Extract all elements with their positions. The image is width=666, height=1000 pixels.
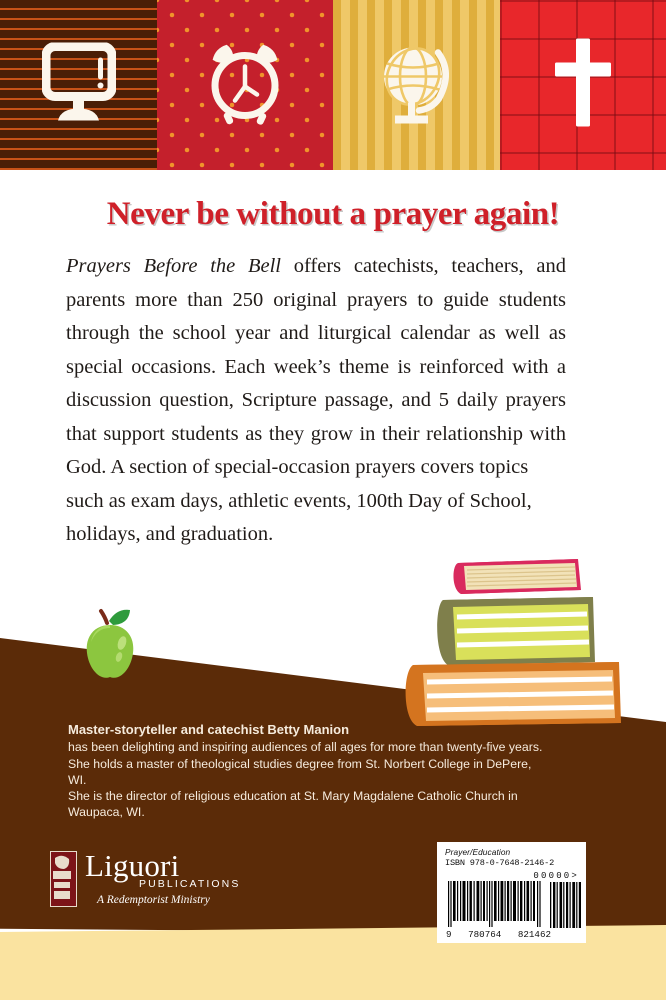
description-paragraph: [66, 250, 566, 552]
barcode-bars-addon: [550, 882, 581, 928]
stacked-books-illustration: [395, 545, 666, 730]
middle-book: [437, 597, 595, 665]
bottom-book: [406, 662, 621, 726]
author-bio: [68, 722, 548, 821]
barcode-digit-lead: 9: [446, 929, 452, 940]
header-panel-computer: [0, 0, 157, 170]
description-main: [66, 250, 566, 485]
logo-tagline: A Redemptorist Ministry: [97, 894, 210, 906]
description-rest: offers catechists, teachers, and parents more than 250 original prayers to guide students through the school year and liturgical calendar as well as special occasions. Each week’s theme is reinforced with a discussion question, Scripture passage, and 5 daily prayers that support students as they grow in their relationship with God. A section of special-occasion prayers covers topics: [66, 255, 566, 478]
logo-text-block: [85, 849, 250, 906]
barcode-digit-group-2: 821462: [517, 929, 551, 940]
header-panel-clock: [157, 0, 333, 170]
alarm-clock-icon: [202, 39, 288, 132]
publisher-logo: [50, 849, 250, 919]
author-bio-line-1: has been delighting and inspiring audiences of all ages for more than twenty-five years.: [68, 740, 543, 755]
book-title-italic: Prayers Before the Bell: [66, 255, 281, 277]
isbn-barcode-box: [437, 842, 586, 943]
computer-monitor-icon: [42, 43, 116, 128]
cross-icon: [553, 37, 613, 134]
barcode-isbn: ISBN 978-0-7648-2146-2: [445, 858, 555, 868]
globe-icon: [375, 39, 459, 132]
barcode-bars-main: [448, 881, 542, 927]
author-bio-line-3: She is the director of religious education at St. Mary Magdalene Catholic Church in: [68, 789, 518, 804]
header-banner: [0, 0, 666, 170]
barcode-digits: [446, 929, 551, 940]
logo-subtitle: PUBLICATIONS: [139, 878, 241, 890]
author-bio-line-2: She holds a master of theological studies degree from St. Norbert College in DePere, WI.: [68, 756, 532, 787]
barcode-category: Prayer/Education: [445, 847, 511, 857]
description-tail: such as exam days, athletic events, 100th Day of School, holidays, and graduation.: [66, 489, 532, 545]
green-apple-illustration: [80, 607, 140, 685]
header-panel-globe: [333, 0, 500, 170]
liguori-crest-icon: [50, 851, 77, 907]
barcode-addon-digits: 00000>: [533, 871, 579, 881]
header-panel-cross: [500, 0, 666, 170]
top-book: [453, 559, 581, 594]
author-bio-lead: Master-storyteller and catechist Betty Manion: [68, 722, 350, 737]
barcode-digit-group-1: 780764: [468, 929, 502, 940]
headline: Never be without a prayer again!: [106, 196, 560, 232]
author-bio-line-4: Waupaca, WI.: [68, 805, 145, 820]
logo-name: Liguori: [85, 848, 180, 883]
